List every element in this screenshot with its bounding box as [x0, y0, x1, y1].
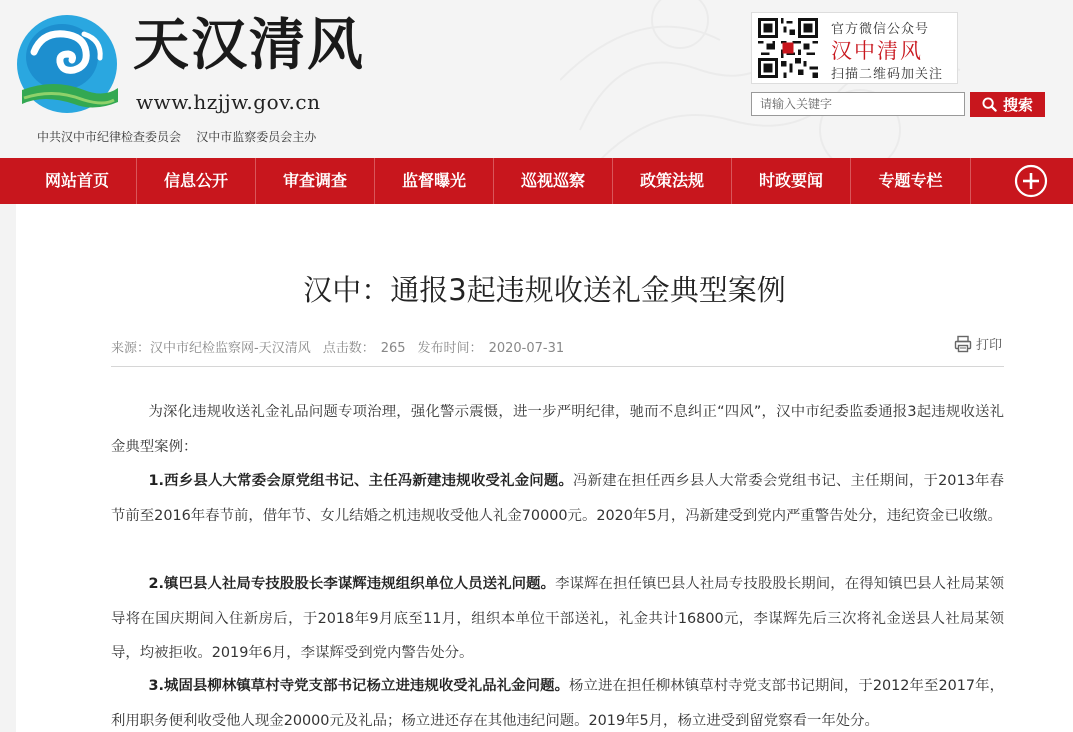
nav-item-inspection[interactable]: 巡视巡察 [494, 158, 613, 204]
search-button-label: 搜索 [1002, 96, 1033, 114]
publish-date-label: 发布时间： [417, 341, 483, 356]
search-button[interactable] [970, 92, 1045, 117]
nav-item-special-topics[interactable]: 专题专栏 [851, 158, 971, 204]
article-source: 来源：汉中市纪检监察网-天汉清风 [111, 341, 311, 356]
search-icon [982, 97, 997, 112]
site-name: 天汉清风 [133, 12, 365, 78]
case-heading-3: 3.城固县柳林镇草村寺党支部书记杨立进违规收受礼品礼金问题。 [148, 678, 570, 694]
article-meta [111, 337, 576, 356]
case-body-2: 李谋辉在担任镇巴县人社局专技股股长期间，在得知镇巴县人社局某领导将在国庆期间入住新房后，于2018年9月底至11月，组织本单位干部送礼，礼金共计16800元，李谋辉先后三次将礼金送县人社局某领导，均被拒收。2019年6月，李谋辉受到党内警告处分。 [111, 576, 1004, 661]
case-body-3: 杨立进在担任柳林镇草村寺党支部书记期间，于2012年至2017年，利用职务便利收受他人现金20000元及礼品；杨立进还存在其他违纪问题。2019年5月，杨立进受到留党察看一年处分。 [111, 678, 1005, 729]
wechat-scan-hint: 扫描二维码加关注 [831, 67, 944, 82]
nav-item-review-investigation[interactable]: 审查调查 [256, 158, 375, 204]
printer-icon [954, 335, 972, 353]
case-heading-1: 1.西乡县人大常委会原党组书记、主任冯新建违规收受礼金问题。 [148, 473, 574, 489]
case-paragraph-3 [111, 669, 1004, 732]
sponsor-text: 中共汉中市纪律检查委员会 汉中市监察委员会主办 [37, 130, 317, 144]
article-card [16, 204, 1073, 732]
print-button[interactable] [954, 334, 1002, 353]
search-input[interactable] [751, 92, 965, 116]
wechat-account-name: 汉中清风 [831, 39, 923, 63]
main-nav [0, 158, 1073, 204]
qr-code-icon [758, 18, 818, 78]
article-intro: 为深化违规收送礼金礼品问题专项治理，强化警示震慑，进一步严明纪律，驰而不息纠正“四风”，汉中市纪委监委通报3起违规收送礼金典型案例： [111, 404, 1004, 455]
site-url: www.hzjjw.gov.cn [136, 90, 321, 114]
nav-item-info-disclosure[interactable]: 信息公开 [137, 158, 256, 204]
nav-item-home[interactable]: 网站首页 [18, 158, 137, 204]
meta-divider [111, 366, 1004, 367]
case-body-1: 冯新建在担任西乡县人大常委会党组书记、主任期间，于2013年春节前至2016年春节前，借年节、女儿结婚之机违规收受他人礼金70000元。2020年5月，冯新建受到党内严重警告处分，违纪资金已收缴。 [111, 473, 1004, 524]
article-title: 汉中：通报3起违规收送礼金典型案例 [303, 273, 786, 307]
publish-date: 2020-07-31 [488, 341, 565, 356]
wechat-label: 官方微信公众号 [831, 22, 930, 37]
nav-item-supervision-exposure[interactable]: 监督曝光 [375, 158, 494, 204]
site-header [0, 0, 1073, 158]
print-label: 打印 [976, 338, 1003, 353]
clicks-label: 点击数： [322, 341, 375, 356]
nav-item-policy-regulations[interactable]: 政策法规 [613, 158, 732, 204]
case-heading-2: 2.镇巴县人社局专技股股长李谋辉违规组织单位人员送礼问题。 [148, 576, 556, 592]
site-logo[interactable] [14, 12, 120, 116]
nav-item-current-affairs[interactable]: 时政要闻 [732, 158, 851, 204]
nav-more-plus-icon[interactable] [1014, 164, 1048, 198]
case-paragraph-1 [111, 464, 1004, 533]
wechat-box [751, 12, 958, 84]
case-paragraph-2 [111, 567, 1004, 671]
clicks-count: 265 [380, 341, 406, 356]
